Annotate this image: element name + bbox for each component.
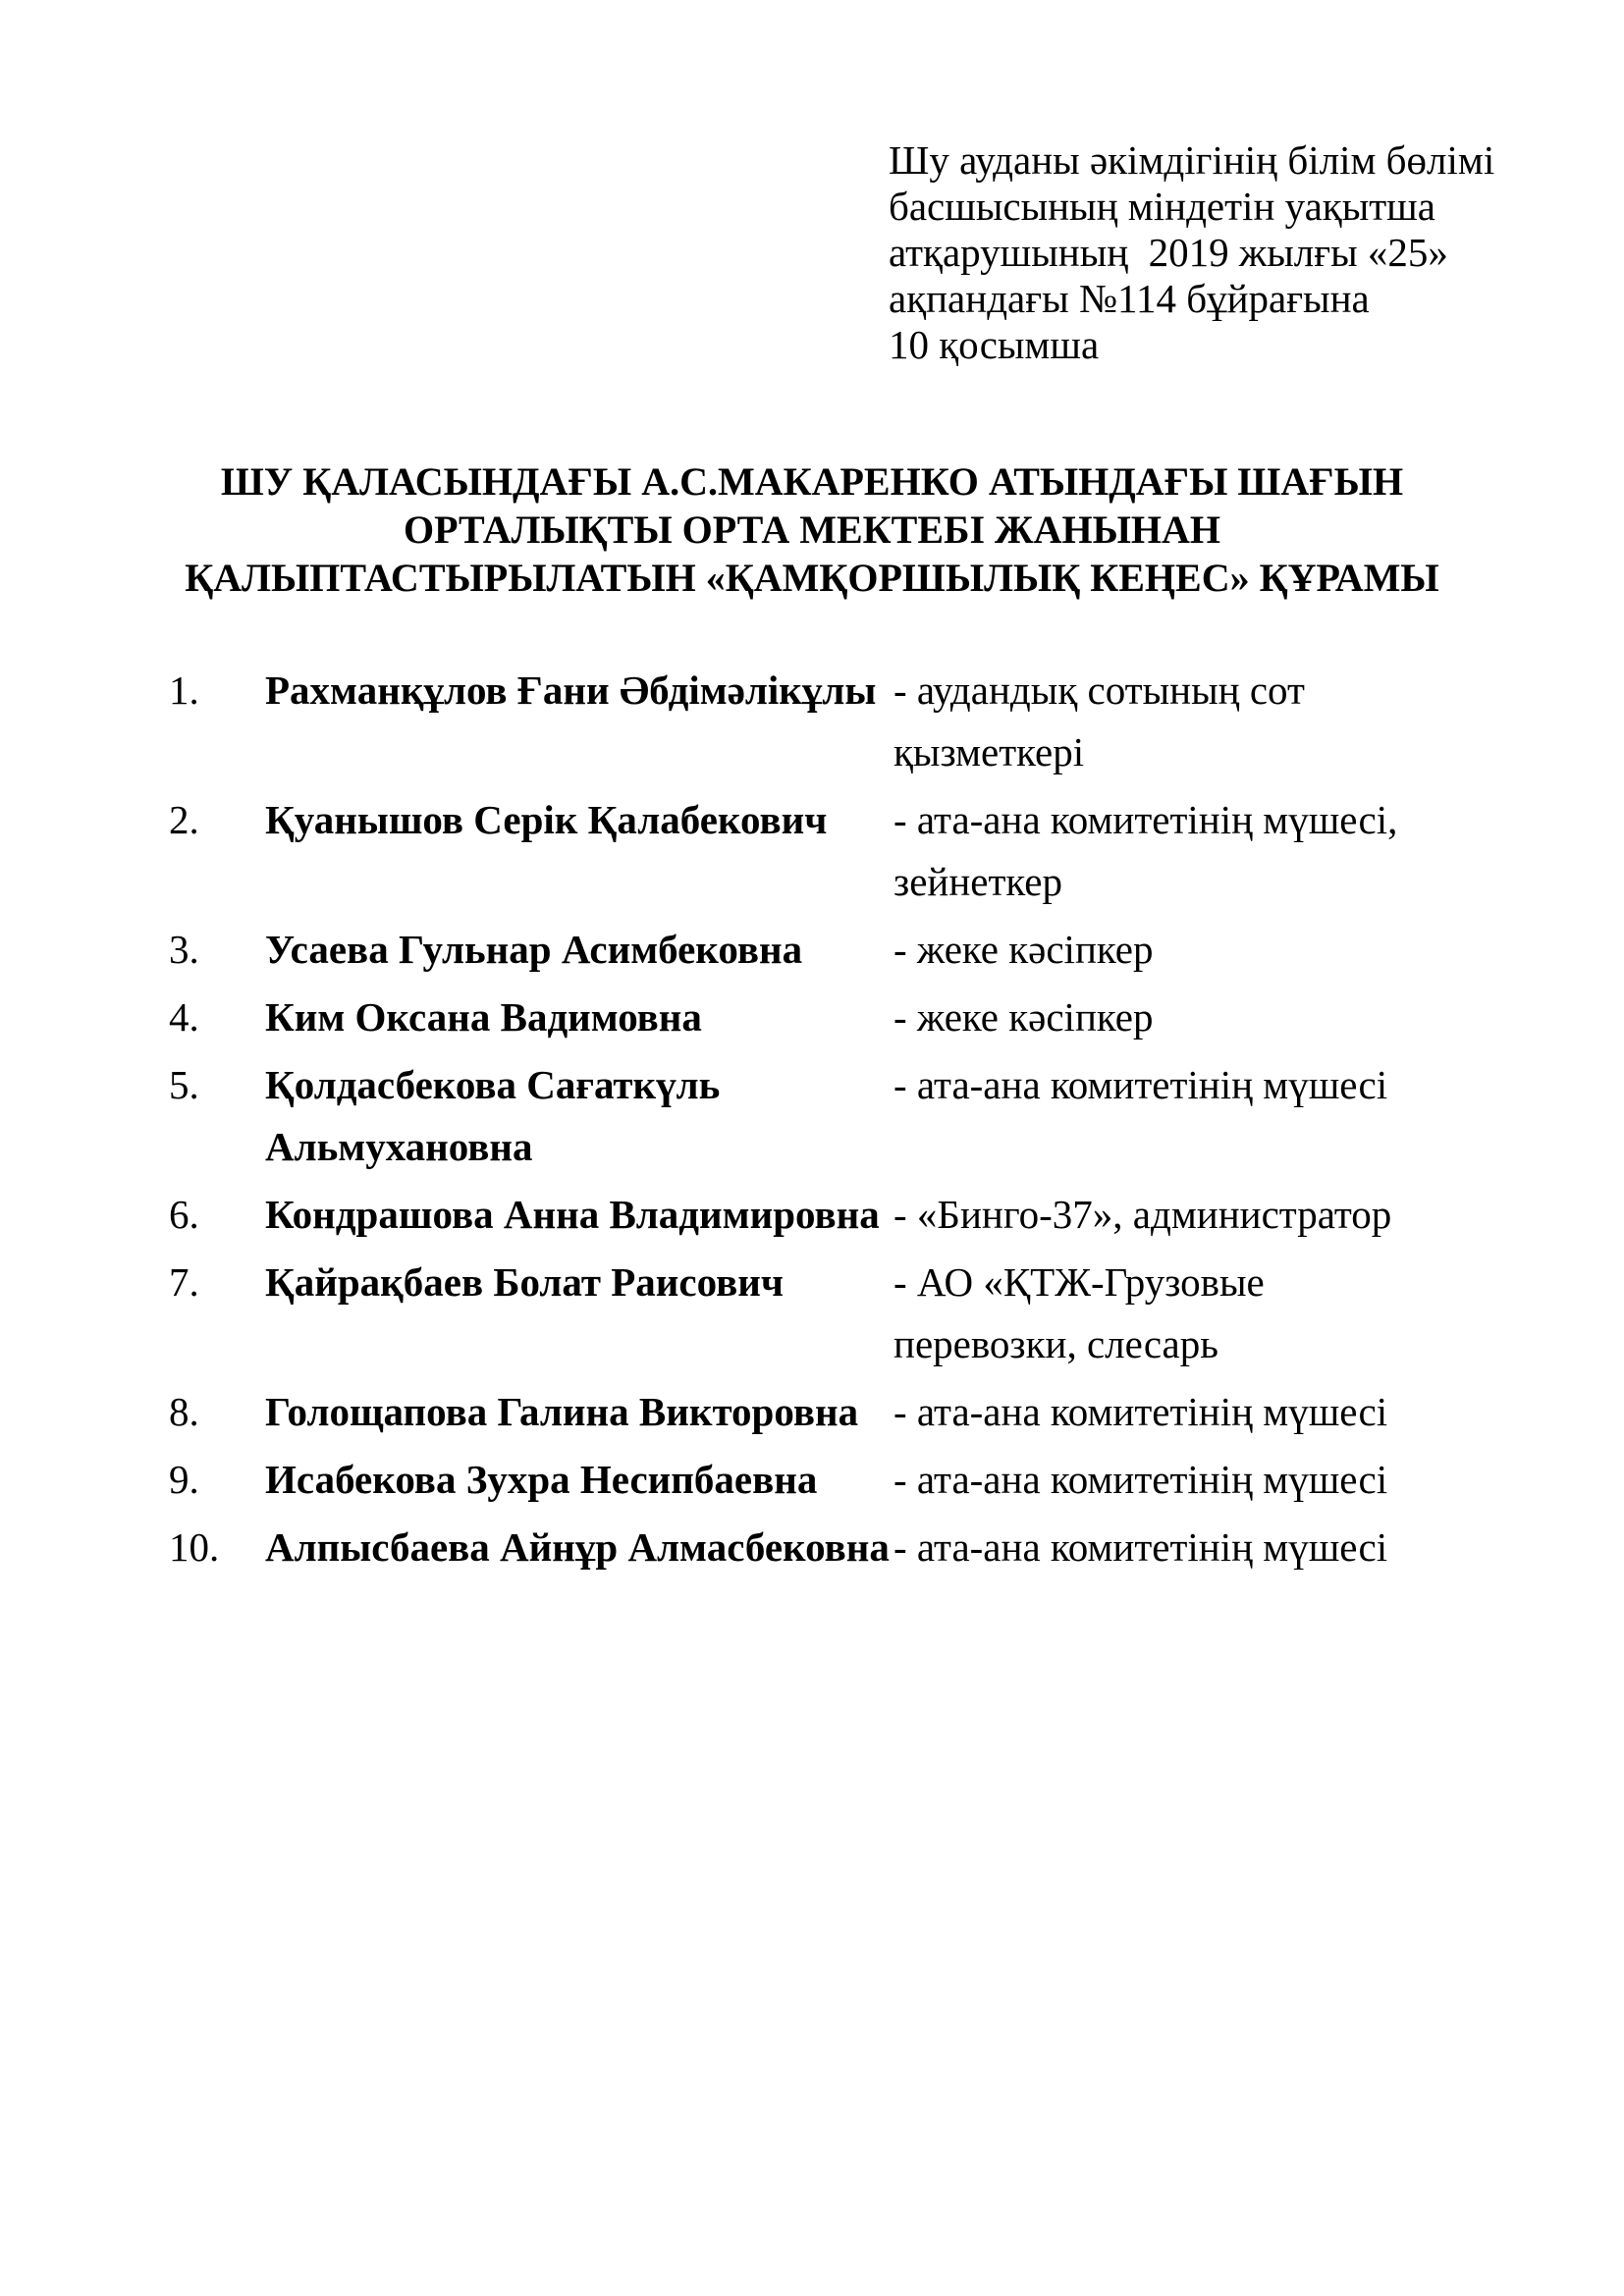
member-role-line: - ата-ана комитетінің мүшесі xyxy=(893,1457,1388,1502)
member-name xyxy=(265,987,893,1048)
member-row xyxy=(169,789,1573,913)
member-number: 10. xyxy=(169,1524,220,1570)
member-name xyxy=(265,1252,893,1313)
member-row xyxy=(169,987,1573,1048)
member-role xyxy=(893,919,1573,981)
member-number: 9. xyxy=(169,1457,199,1502)
member-role xyxy=(893,660,1573,783)
council-member-list xyxy=(169,660,1573,1584)
document-title-line: ҚАЛЫПТАСТЫРЫЛАТЫН «ҚАМҚОРШЫЛЫҚ КЕҢЕС» ҚҰРАМЫ xyxy=(185,556,1439,600)
member-name-line: Ким Оксана Вадимовна xyxy=(265,994,702,1040)
member-role xyxy=(893,1252,1573,1375)
member-row xyxy=(169,919,1573,981)
order-reference-line: атқарушының 2019 жылғы «25» xyxy=(889,230,1448,275)
member-name xyxy=(265,789,893,851)
member-row xyxy=(169,1252,1573,1375)
member-number: 8. xyxy=(169,1389,199,1434)
member-name xyxy=(265,660,893,721)
member-role xyxy=(893,1517,1573,1578)
member-row xyxy=(169,1184,1573,1246)
member-role-line: - жеке кәсіпкер xyxy=(893,994,1154,1040)
member-role-line: перевозки, слесарь xyxy=(893,1321,1218,1366)
member-role-line: - «Бинго-37», администратор xyxy=(893,1192,1392,1237)
member-name-line: Қуанышов Серік Қалабекович xyxy=(265,797,828,842)
member-role xyxy=(893,1184,1573,1246)
member-row xyxy=(169,1054,1573,1178)
member-role xyxy=(893,1449,1573,1511)
member-name-line: Альмухановна xyxy=(265,1124,533,1169)
order-reference-line: басшысының міндетін уақытша xyxy=(889,184,1435,229)
member-name-line: Қайрақбаев Болат Раисович xyxy=(265,1259,784,1305)
member-name xyxy=(265,1054,893,1178)
member-role-line: - аудандық сотының сот xyxy=(893,667,1305,713)
member-row xyxy=(169,660,1573,783)
member-number: 2. xyxy=(169,797,199,842)
member-role-line: - жеке кәсіпкер xyxy=(893,927,1154,972)
document-title-line: ШУ ҚАЛАСЫНДАҒЫ А.С.МАКАРЕНКО АТЫНДАҒЫ ШАҒЫН xyxy=(220,459,1404,504)
member-role xyxy=(893,987,1573,1048)
member-number: 4. xyxy=(169,994,199,1040)
member-role xyxy=(893,789,1573,913)
document-title xyxy=(79,457,1545,602)
member-name-line: Рахманқұлов Ғани Әбдімәлікұлы xyxy=(265,667,877,713)
member-name-line: Қолдасбекова Сағаткүль xyxy=(265,1062,721,1107)
order-reference-line: Шу ауданы әкімдігінің білім бөлімі xyxy=(889,137,1495,183)
member-row xyxy=(169,1449,1573,1511)
member-number: 7. xyxy=(169,1259,199,1305)
member-number: 1. xyxy=(169,667,199,713)
member-name-line: Алпысбаева Айнұр Алмасбековна xyxy=(265,1524,890,1570)
member-role xyxy=(893,1381,1573,1443)
member-name xyxy=(265,919,893,981)
member-role-line: - ата-ана комитетінің мүшесі, xyxy=(893,797,1398,842)
member-name xyxy=(265,1381,893,1443)
member-role-line: - ата-ана комитетінің мүшесі xyxy=(893,1389,1388,1434)
member-role-line: зейнеткер xyxy=(893,859,1062,904)
member-role-line: қызметкері xyxy=(893,729,1085,774)
member-name-line: Голощапова Галина Викторовна xyxy=(265,1389,859,1434)
member-name-line: Исабекова Зухра Несипбаевна xyxy=(265,1457,818,1502)
member-row xyxy=(169,1381,1573,1443)
member-number: 6. xyxy=(169,1192,199,1237)
member-name xyxy=(265,1517,893,1578)
member-name xyxy=(265,1184,893,1246)
member-role-line: - ата-ана комитетінің мүшесі xyxy=(893,1524,1388,1570)
document-title-line: ОРТАЛЫҚТЫ ОРТА МЕКТЕБІ ЖАНЫНАН xyxy=(403,507,1220,552)
member-number: 5. xyxy=(169,1062,199,1107)
order-reference-line: ақпандағы №114 бұйрағына xyxy=(889,276,1370,321)
member-name xyxy=(265,1449,893,1511)
member-name-line: Кондрашова Анна Владимировна xyxy=(265,1192,880,1237)
member-role xyxy=(893,1054,1573,1116)
member-role-line: - ата-ана комитетінің мүшесі xyxy=(893,1062,1388,1107)
member-number: 3. xyxy=(169,927,199,972)
member-row xyxy=(169,1517,1573,1578)
order-reference-line: 10 қосымша xyxy=(889,322,1100,367)
member-name-line: Усаева Гульнар Асимбековна xyxy=(265,927,803,972)
member-role-line: - АО «ҚТЖ-Грузовые xyxy=(893,1259,1265,1305)
order-reference-block xyxy=(889,137,1537,368)
